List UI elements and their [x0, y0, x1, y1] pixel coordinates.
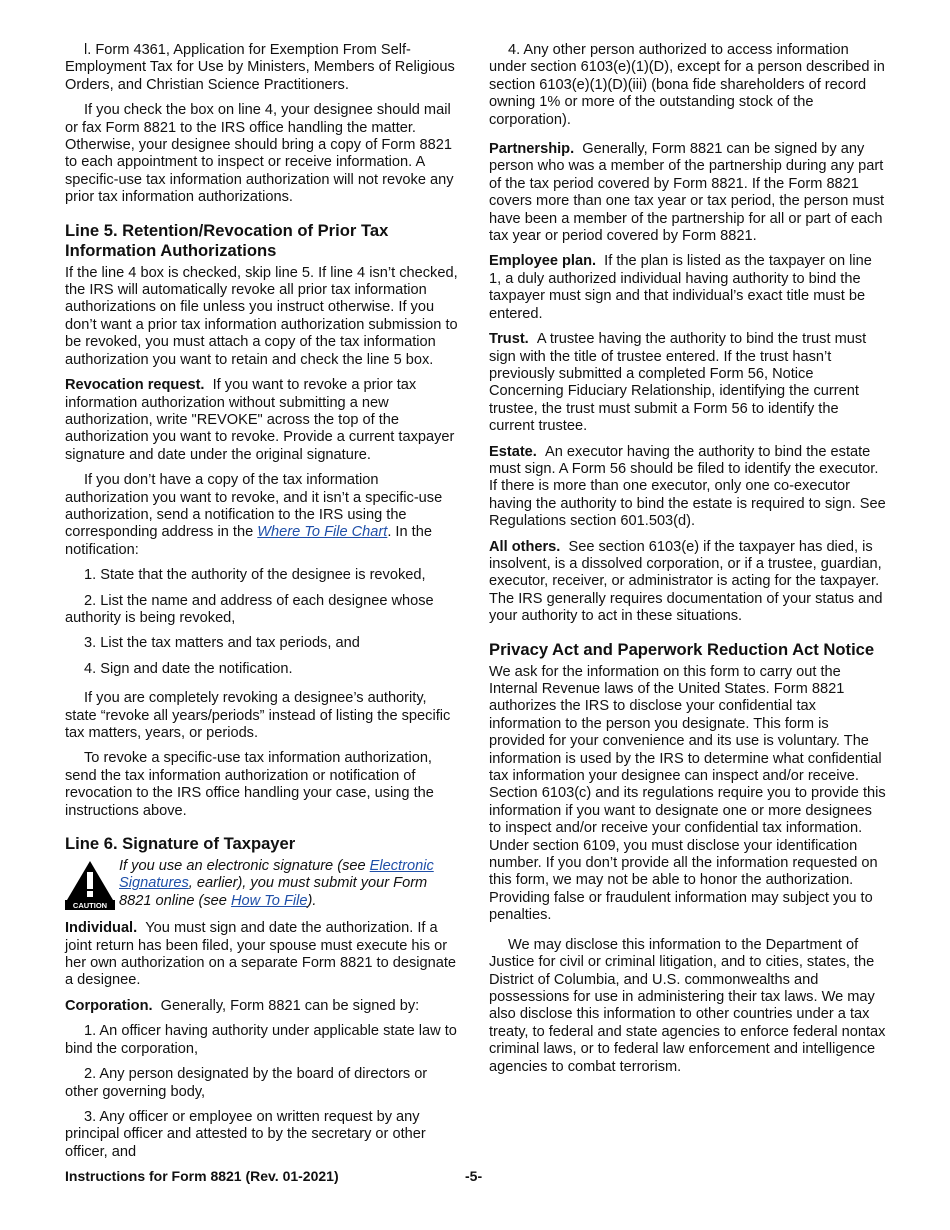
caution-label: CAUTION: [72, 901, 108, 911]
revocation-request-lead: Revocation request.: [65, 377, 205, 394]
partnership-paragraph: [489, 141, 886, 245]
privacy-act-paragraph: We ask for the information on this form to carry out the Internal Revenue laws of the United States. Form 8821 authorizes the IRS to disclose your confidential tax information to the person you designate. This form is provided for your convenience and its use is voluntary. The information is used by the IRS to determine what confidential tax information your designee can inspect and/or receive. Section 6103(c) and its regulations require you to provide this information if you want to designate one or more designees to inspect and/or receive your confidential tax information. Under section 6109, you must disclose your identification number. If you don’t provide all the information requested on this form, we may not be able to honor the authorization. Providing false or fraudulent information may subject you to penalties.: [489, 663, 886, 924]
line5-paragraph: If the line 4 box is checked, skip line 5. If line 4 isn’t checked, the IRS will automatically revoke all prior tax information authorizations on file unless you instruct otherwise. If you don’t want a prior tax information authorization submission to be revoked, you must attach a copy of the tax information authorization you want to retain and check the line 5 box.: [65, 264, 458, 368]
revocation-request-paragraph: [65, 377, 462, 464]
line6-heading: Line 6. Signature of Taxpayer: [65, 834, 296, 854]
partnership-text: Generally, Form 8821 can be signed by any person who was a member of the partnership during any part of the tax period covered by Form 8821. If the Form 8821 covers more than one tax year or tax period, the person must have been a member of the partnership for all or part of each tax year or period covered by Form 8821.: [489, 141, 885, 245]
page-number: -5-: [465, 1168, 483, 1184]
individual-text: You must sign and date the authorization. If a joint return has been filed, your spouse must execute his or her own authorization on a separate Form 8821 to designate a designee.: [65, 920, 457, 989]
line5-heading: Line 5. Retention/Revocation of Prior Tax Information Authorizations: [65, 220, 389, 260]
corporation-item: 2. Any person designated by the board of directors or other governing body,: [65, 1066, 428, 1100]
completely-revoking-paragraph: If you are completely revoking a designee’s authority, state “revoke all years/periods” instead of listing the specific tax matters, years, or periods.: [65, 690, 451, 741]
individual-paragraph: [65, 920, 462, 990]
caution-text-part: , earlier), you must submit your Form 8821 online (see: [119, 875, 428, 909]
page-footer: [65, 1168, 885, 1185]
employee-plan-text: If the plan is listed as the taxpayer on line 1, a duly authorized individual having authority to bind the taxpayer must sign and that individual’s exact title must be entered.: [489, 253, 872, 322]
form-4361-item: l. Form 4361, Application for Exemption From Self-Employment Tax for Use by Ministers, Members of Religious Orders, and Christian Science Practitioners.: [65, 42, 455, 93]
corporation-lead: Corporation.: [65, 997, 153, 1014]
caution-note: [65, 858, 462, 910]
estate-text: An executor having the authority to bind the estate must sign. A Form 56 should be filed to identify the executor. If there is more than one executor, only one co-executor having the authority to bind the estate is required to sign. See Regulations section 601.503(d).: [489, 443, 886, 530]
employee-plan-lead: Employee plan.: [489, 253, 597, 270]
no-copy-text: If you don’t have a copy of the tax information authorization you want to revoke, and it isn’t a specific-use authorization, send a notification to the IRS using the corresponding address in the: [65, 472, 443, 541]
caution-text-part: If you use an electronic signature (see: [119, 858, 370, 875]
notification-item: 2. List the name and address of each designee whose authority is being revoked,: [65, 592, 434, 626]
corporation-text: Generally, Form 8821 can be signed by:: [160, 997, 420, 1014]
corporation-item: 4. Any other person authorized to access information under section 6103(e)(1)(D), except for a person described in section 6103(e)(1)(D)(iii) (bona fide shareholders of record owning 1% or more of the outstanding stock of the corporation).: [489, 42, 885, 128]
notification-item: 3. List the tax matters and tax periods, and: [84, 635, 360, 652]
trust-lead: Trust.: [489, 331, 529, 348]
left-column: [65, 42, 462, 1169]
notification-item: 4. Sign and date the notification.: [84, 660, 293, 677]
electronic-signatures-link[interactable]: Electronic Signatures: [119, 858, 434, 892]
estate-paragraph: [489, 444, 886, 531]
corporation-item: 1. An officer having authority under applicable state law to bind the corporation,: [65, 1023, 457, 1057]
partnership-lead: Partnership.: [489, 141, 575, 158]
check-box-paragraph: If you check the box on line 4, your designee should mail or fax Form 8821 to the IRS office handling the matter. Otherwise, your designee should bring a copy of Form 8821 to each appointment to inspect or receive information. A specific-use tax information authorization will not revoke any prior tax information authorizations.: [65, 102, 454, 206]
caution-text-part: ).: [307, 892, 317, 909]
trust-paragraph: [489, 331, 886, 435]
caution-icon: [65, 860, 115, 910]
caution-text: [119, 858, 462, 910]
corporation-paragraph: [65, 998, 462, 1015]
specific-use-revoke-paragraph: To revoke a specific-use tax information authorization, send the tax information authorization or notification of revocation to the IRS office handling your case, using the instructions above.: [65, 750, 434, 819]
trust-text: A trustee having the authority to bind the trust must sign with the title of trustee entered. If the trust hasn’t previously submitted a completed Form 56, Notice Concerning Fiduciary Relationship, identifying the current trustee, the trust must submit a Form 56 to identify the current trustee.: [489, 331, 867, 435]
no-copy-text-end: . In the notification:: [65, 524, 432, 558]
corporation-item: 3. Any officer or employee on written request by any principal officer and attested to by the secretary or other officer, and: [65, 1108, 426, 1160]
privacy-act-heading: Privacy Act and Paperwork Reduction Act Notice: [489, 639, 875, 659]
revocation-request-text: If you want to revoke a prior tax information authorization without submitting a new authorization, write "REVOKE" across the top of the authorization you want to revoke. Provide a current taxpayer signature and date under the original signature.: [65, 377, 455, 463]
where-to-file-chart-link[interactable]: Where To File Chart: [257, 524, 388, 541]
estate-lead: Estate.: [489, 443, 537, 460]
no-copy-paragraph: [65, 472, 462, 559]
all-others-lead: All others.: [489, 538, 561, 555]
disclose-paragraph: We may disclose this information to the Department of Justice for civil or criminal litigation, and to cities, states, the District of Columbia, and U.S. commonwealths and possessions for use in administering their tax laws. We may also disclose this information to other countries under a tax treaty, to federal and state agencies to enforce federal nontax criminal laws, or to federal law enforcement and intelligence agencies to combat terrorism.: [489, 936, 886, 1075]
individual-lead: Individual.: [65, 920, 138, 937]
employee-plan-paragraph: [489, 253, 886, 323]
how-to-file-link[interactable]: How To File: [230, 892, 308, 909]
notification-item: 1. State that the authority of the designee is revoked,: [84, 567, 426, 584]
all-others-paragraph: [489, 539, 886, 626]
right-column: [489, 42, 886, 1084]
all-others-text: See section 6103(e) if the taxpayer has died, is insolvent, is a dissolved corporation, or if a trustee, guardian, executor, receiver, or administrator is acting for the taxpayer. The IRS generally requires documentation of your status and your authority to act in these situations.: [489, 538, 883, 625]
footer-title: Instructions for Form 8821 (Rev. 01-2021): [65, 1168, 339, 1184]
